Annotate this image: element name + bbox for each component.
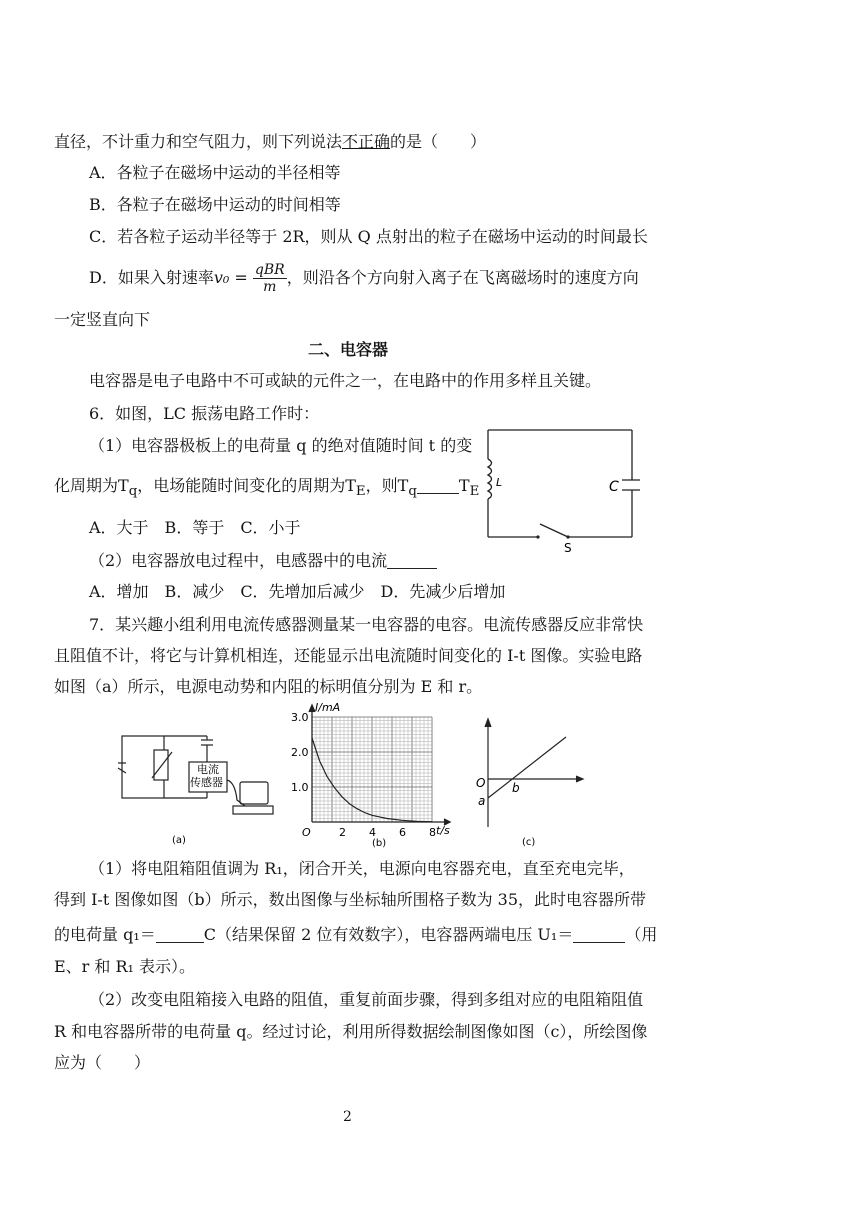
figure-c-intercept-b: b <box>512 781 520 795</box>
q7-charge-blank[interactable] <box>156 926 204 943</box>
chart-y-tick-label: 1.0 <box>291 781 309 794</box>
figure-a-label: (a) <box>172 835 186 846</box>
page-number: 2 <box>343 1109 352 1125</box>
q5-option-c: C．若各粒子运动半径等于 2R，则从 Q 点射出的粒子在磁场中运动的时间最长 <box>89 227 648 246</box>
switch-label: S <box>564 541 572 554</box>
q5-option-d: D．如果入射速率v₀ = $\frac{\text{qBR}}{m}$ ，则沿各个方向射入离子在飞离磁场时的速度方向 <box>89 262 639 295</box>
q5-stem: 直径，不计重力和空气阻力，则下列说法不正确的是（ ） <box>54 132 487 151</box>
q5-option-a: A．各粒子在磁场中运动的半径相等 <box>89 163 341 182</box>
lc-circuit-diagram <box>478 424 640 554</box>
figure-c-graph <box>470 715 590 850</box>
q6-part2-options: A．增加 B．减少 C．先增加后减少 D．先减少后增加 <box>89 582 506 601</box>
capacitor-label: C <box>609 479 619 495</box>
chart-x-tick-label: O <box>302 826 311 839</box>
chart-x-tick-label: 4 <box>369 826 376 839</box>
q7-part2-line2: R 和电容器所带的电荷量 q。经过讨论，利用所得数据绘制图像如图（c），所绘图像 <box>54 1022 648 1041</box>
chart-y-tick-label: 3.0 <box>291 711 309 724</box>
q6-part1-options: A．大于 B．等于 C．小于 <box>89 518 301 537</box>
q7-part2-line1: （2）改变电阻箱接入电路的阻值，重复前面步骤，得到多组对应的电阻箱阻值 <box>89 990 644 1009</box>
inductor-label: L <box>496 476 503 489</box>
section-title: 二、电容器 <box>308 340 389 359</box>
chart-axes <box>309 705 450 825</box>
q7-part1-line4: E、r 和 R₁ 表示）。 <box>54 957 196 976</box>
q5-emphasis: 不正确 <box>342 132 391 151</box>
figure-b-label: (b) <box>372 838 387 849</box>
q5-option-b: B．各粒子在磁场中运动的时间相等 <box>89 195 341 214</box>
figure-a-circuit <box>112 730 287 850</box>
chart-x-label: t/s <box>436 824 450 837</box>
q7-part1-line3: 的电荷量 q₁＝ C（结果保留 2 位有效数字），电容器两端电压 U₁＝ （用 <box>54 925 658 944</box>
q7-voltage-blank[interactable] <box>573 926 625 943</box>
chart-x-tick-label: 2 <box>339 826 346 839</box>
fraction-qbr-over-m: $\frac{\text{qBR}}{m}$ <box>254 262 285 295</box>
figure-b-chart <box>288 700 460 850</box>
chart-x-tick-label: 8 <box>429 826 436 839</box>
q6-part1-line1: （1）电容器极板上的电荷量 q 的绝对值随时间 t 的变 <box>89 436 473 455</box>
q5-option-d-continued: 一定竖直向下 <box>54 310 151 329</box>
figure-c-origin: O <box>476 776 486 790</box>
q6-answer-blank-1[interactable] <box>417 477 459 494</box>
chart-y-label: I/mA <box>315 701 341 714</box>
sensor-label-line1: 电流 <box>197 763 219 776</box>
figure-c-intercept-a: a <box>478 794 486 808</box>
chart-x-tick-label: 6 <box>399 826 406 839</box>
q6-answer-blank-2[interactable] <box>387 552 437 569</box>
q6-stem: 6．如图，LC 振荡电路工作时： <box>89 404 320 423</box>
sensor-label-line2: 传感器 <box>190 776 223 789</box>
chart-grid <box>312 717 432 822</box>
q7-part1-line2: 得到 I-t 图像如图（b）所示，数出图像与坐标轴所围格子数为 35，此时电容器所带 <box>54 890 647 909</box>
chart-y-tick-label: 2.0 <box>291 746 309 759</box>
q7-part2-line3: 应为（ ） <box>54 1053 151 1072</box>
q7-line2: 且阻值不计，将它与计算机相连，还能显示出电流随时间变化的 I-t 图像。实验电路 <box>54 646 643 665</box>
q6-part1-line2: 化周期为$T_q$，电场能随时间变化的周期为$T_E$，则$T_q$ $T_E$ <box>54 476 480 500</box>
q6-part2: （2）电容器放电过程中，电感器中的电流 <box>89 551 437 571</box>
q7-line3: 如图（a）所示，电源电动势和内阻的标明值分别为 E 和 r。 <box>54 677 483 696</box>
q7-line1: 7．某兴趣小组利用电流传感器测量某一电容器的电容。电流传感器反应非常快 <box>89 615 644 634</box>
q7-part1-line1: （1）将电阻箱阻值调为 R₁，闭合开关，电源向电容器充电，直至充电完毕， <box>89 859 635 878</box>
section-intro: 电容器是电子电路中不可或缺的元件之一，在电路中的作用多样且关键。 <box>89 371 602 390</box>
figure-c-label: (c) <box>522 837 536 848</box>
